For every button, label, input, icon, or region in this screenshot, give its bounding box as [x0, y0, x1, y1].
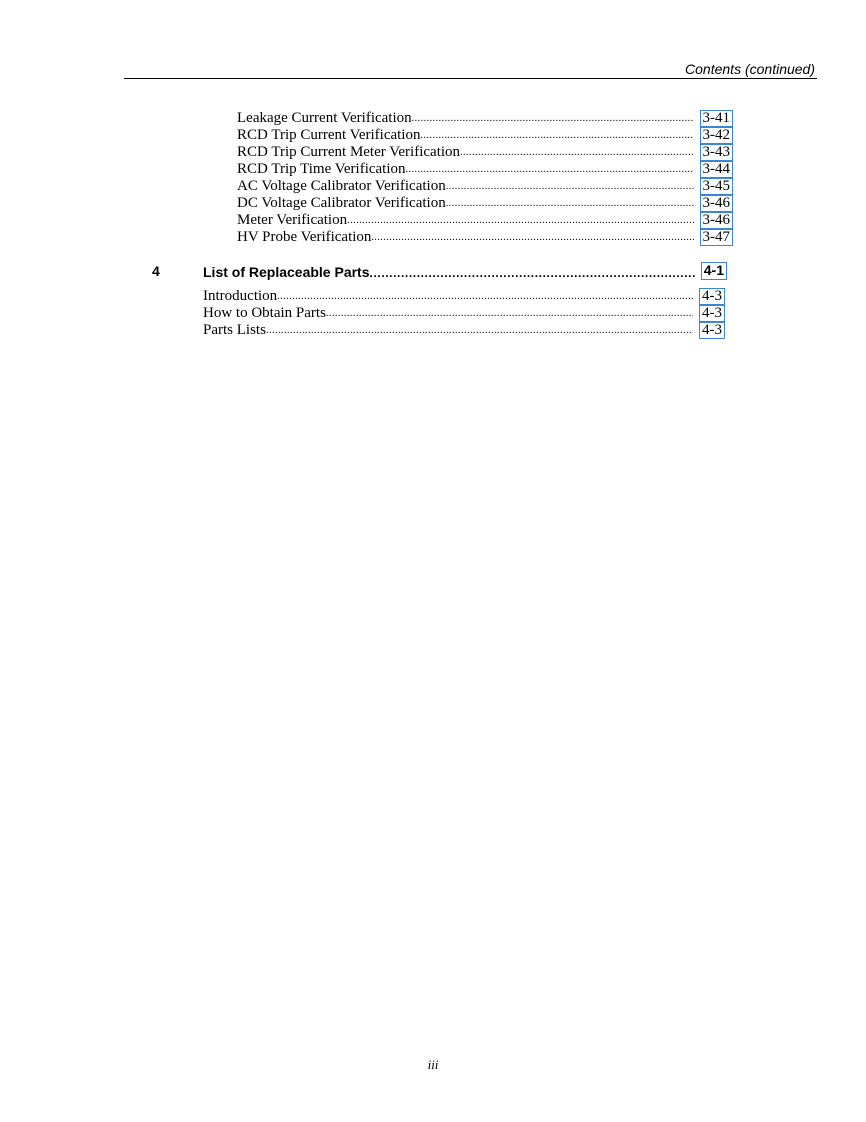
dot-leader — [406, 160, 694, 178]
toc-entry[interactable] — [237, 195, 733, 212]
toc-entry[interactable] — [237, 178, 733, 195]
chapter-title: List of Replaceable Parts — [203, 264, 370, 280]
toc-entry-label: Meter Verification — [237, 212, 348, 228]
toc-entry[interactable] — [237, 161, 733, 178]
chapter-entry[interactable] — [203, 262, 727, 280]
toc-entry-label: RCD Trip Current Meter Verification — [237, 144, 461, 160]
dot-leader — [446, 177, 694, 195]
toc-entry-label: Parts Lists — [203, 322, 266, 338]
dot-leader — [420, 126, 693, 144]
toc-entry-label: RCD Trip Time Verification — [237, 161, 406, 177]
page-link[interactable]: 4-3 — [699, 322, 725, 339]
dot-leader — [371, 228, 693, 246]
page-link[interactable]: 3-47 — [700, 229, 734, 246]
toc-entry[interactable] — [237, 212, 733, 229]
page-link[interactable]: 4-1 — [701, 262, 727, 280]
dot-leader — [446, 194, 694, 212]
dot-leader — [326, 304, 693, 322]
dot-leader — [370, 264, 695, 280]
page-link[interactable]: 3-44 — [700, 161, 734, 178]
page-link[interactable]: 3-41 — [700, 110, 734, 127]
toc-entry[interactable] — [237, 127, 733, 144]
toc-entry-label: AC Voltage Calibrator Verification — [237, 178, 446, 194]
dot-leader — [266, 321, 693, 339]
page-link[interactable]: 3-46 — [700, 195, 734, 212]
toc-entry[interactable] — [203, 322, 725, 339]
dot-leader — [277, 287, 693, 305]
toc-entry-label: How to Obtain Parts — [203, 305, 326, 321]
dot-leader — [347, 211, 693, 229]
toc-entry-label: Introduction — [203, 288, 278, 304]
page-link[interactable]: 4-3 — [699, 288, 725, 305]
page-link[interactable]: 4-3 — [699, 305, 725, 322]
page-number: iii — [427, 1057, 439, 1072]
page-link[interactable]: 3-42 — [700, 127, 734, 144]
toc-entry-label: HV Probe Verification — [237, 229, 372, 245]
toc-entry-label: Leakage Current Verification — [237, 110, 412, 126]
page-link[interactable]: 3-43 — [700, 144, 734, 161]
dot-leader — [460, 143, 693, 161]
toc-entry[interactable] — [237, 110, 733, 127]
toc-entry[interactable] — [203, 288, 725, 305]
page-link[interactable]: 3-46 — [700, 212, 734, 229]
toc-entry[interactable] — [237, 229, 733, 246]
running-header: Contents (continued) — [685, 61, 815, 77]
page-link[interactable]: 3-45 — [700, 178, 734, 195]
toc-entry-label: RCD Trip Current Verification — [237, 127, 421, 143]
toc-entry[interactable] — [237, 144, 733, 161]
toc-entry-label: DC Voltage Calibrator Verification — [237, 195, 446, 211]
toc-entry[interactable] — [203, 305, 725, 322]
chapter-number: 4 — [152, 263, 160, 279]
header-rule — [124, 78, 817, 79]
dot-leader — [412, 109, 694, 127]
